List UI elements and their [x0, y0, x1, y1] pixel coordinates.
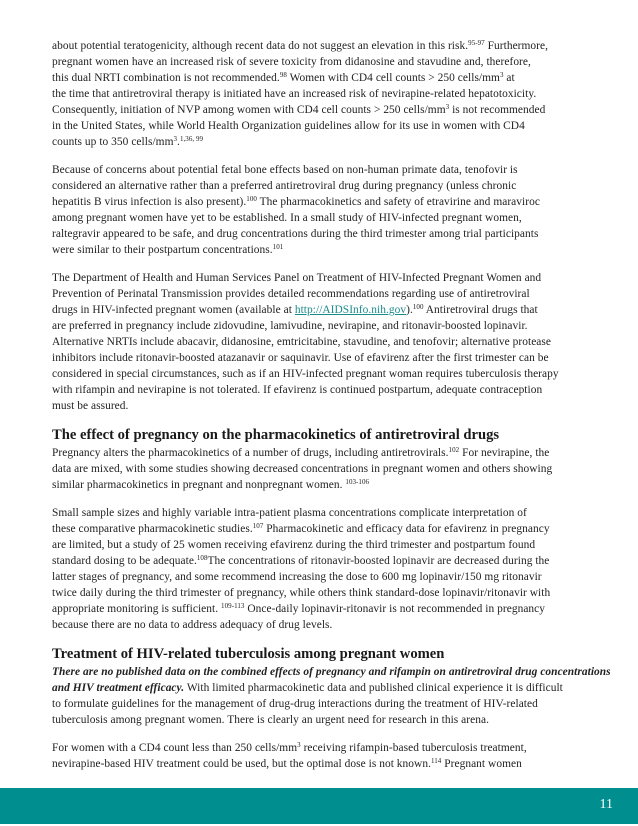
text-line [52, 664, 612, 680]
text-span: tuberculosis among pregnant women. There is clearly an urgent need for research in this arena. [52, 714, 489, 726]
text-line [52, 601, 612, 617]
text-span: were similar to their postpartum concentrations. [52, 244, 273, 256]
text-span: these comparative pharmacokinetic studies. [52, 523, 253, 535]
text-line [52, 350, 612, 366]
text-span: Alternative NRTIs include abacavir, didanosine, emtricitabine, stavudine, and tenofovir; alternative protease [52, 336, 551, 348]
text-line [52, 521, 612, 537]
text-span: Because of concerns about potential fetal bone effects based on non-human primate data, tenofovir is [52, 164, 518, 176]
text-line [52, 680, 612, 696]
section-heading: Treatment of HIV-related tuberculosis among pregnant women [52, 646, 445, 662]
text-line [52, 118, 612, 134]
text-span: appropriate monitoring is sufficient. [52, 603, 222, 615]
paragraph [52, 445, 612, 493]
text-line [52, 553, 612, 569]
text-span: considered in special circumstances, such as if an HIV-infected pregnant woman requires tuberculosis therapy [52, 368, 559, 380]
text-span: counts up to 350 cells/mm [52, 136, 174, 148]
text-line [52, 461, 612, 477]
text-line [52, 477, 612, 493]
text-line [52, 134, 612, 150]
text-line [52, 696, 612, 712]
text-line [52, 86, 612, 102]
text-line [52, 70, 612, 86]
text-span: ). [406, 304, 413, 316]
text-span: Antiretroviral drugs that [423, 304, 538, 316]
text-span: Once-daily lopinavir-ritonavir is not recommended in pregnancy [244, 603, 546, 615]
text-span: The Department of Health and Human Services Panel on Treatment of HIV-Infected Pregnant Women and [52, 272, 542, 284]
citation-superscript: 114 [430, 757, 442, 765]
citation-superscript: 95-97 [468, 39, 485, 47]
text-span: with rifampin and nevirapine is not tolerated. If efavirenz is continued postpartum, adequate contraception [52, 384, 543, 396]
text-span: considered an alternative rather than a preferred antiretroviral drug during pregnancy (unless chronic [52, 180, 517, 192]
text-span: this dual NRTI combination is not recommended. [52, 72, 280, 84]
text-span: are preferred in pregnancy include zidovudine, lamivudine, nevirapine, and ritonavir-boosted lopinavir. [52, 320, 528, 332]
citation-superscript: 1,36, 99 [179, 135, 204, 143]
text-line [52, 445, 612, 461]
text-span: is not recommended [449, 104, 546, 116]
citation-superscript: 109-113 [221, 602, 245, 610]
text-span: at [503, 72, 515, 84]
citation-superscript: 107 [252, 522, 264, 530]
text-span: Pregnant women [441, 758, 522, 770]
citation-superscript: 3 [499, 71, 504, 79]
text-span: The concentrations of ritonavir-boosted lopinavir are decreased during the [207, 555, 550, 567]
text-span: in the United States, while World Health Organization guidelines allow for its use in women with CD4 [52, 120, 525, 132]
text-span: the time that antiretroviral therapy is initiated have an increased risk of nevirapine-related hepatotoxicity. [52, 88, 537, 100]
text-span: Pharmacokinetic and efficacy data for efavirenz in pregnancy [263, 523, 550, 535]
text-line [52, 366, 612, 382]
text-span: nevirapine-based HIV treatment could be used, but the optimal dose is not known. [52, 758, 431, 770]
text-line [52, 569, 612, 585]
text-span: drugs in HIV-infected pregnant women (available at [52, 304, 295, 316]
text-span: Furthermore, [484, 40, 549, 52]
text-line [52, 302, 612, 318]
text-span: raltegravir appeared to be safe, and drug concentrations during the third trimester among trial participants [52, 228, 539, 240]
citation-superscript: 103-106 [345, 478, 370, 486]
text-line [52, 210, 612, 226]
text-span: . [177, 136, 180, 148]
text-span: For women with a CD4 count less than 250 cells/mm [52, 742, 298, 754]
text-span: similar pharmacokinetics in pregnant and nonpregnant women. [52, 479, 346, 491]
text-line [52, 286, 612, 302]
text-span: Consequently, initiation of NVP among women with CD4 cell counts > 250 cells/mm [52, 104, 446, 116]
text-line [52, 242, 612, 258]
text-span: Small sample sizes and highly variable intra-patient plasma concentrations complicate interpretation of [52, 507, 527, 519]
page-footer-band [0, 788, 638, 824]
paragraph [52, 664, 612, 728]
citation-superscript: 3 [445, 103, 450, 111]
text-span: are limited, but a study of 25 women receiving efavirenz during the third trimester and postpartum found [52, 539, 536, 551]
paragraph [52, 505, 612, 633]
page-number: 11 [599, 797, 613, 812]
paragraph [52, 38, 612, 150]
text-span: must be assured. [52, 400, 129, 412]
document-body [52, 38, 612, 784]
text-span: because there are no data to address adequacy of drug levels. [52, 619, 333, 631]
text-span: twice daily during the third trimester of pregnancy, while others think standard-dose lopinavir/ritonavir with [52, 587, 551, 599]
text-line [52, 162, 612, 178]
text-line [52, 505, 612, 521]
text-line [52, 756, 612, 772]
text-line [52, 712, 612, 728]
text-span: With limited pharmacokinetic data and published clinical experience it is difficult [184, 682, 563, 694]
text-line [52, 740, 612, 756]
citation-superscript: 100 [246, 195, 257, 203]
text-span: receiving rifampin-based tuberculosis treatment, [300, 742, 527, 754]
aidsinfo-link[interactable]: http://AIDSInfo.nih.gov [294, 304, 407, 316]
text-line [52, 585, 612, 601]
text-line [52, 38, 612, 54]
citation-superscript: 108 [196, 554, 208, 562]
citation-superscript: 101 [272, 243, 284, 251]
text-span: Women with CD4 cell counts > 250 cells/mm [286, 72, 500, 84]
section-heading: The effect of pregnancy on the pharmacokinetics of antiretroviral drugs [52, 427, 500, 443]
emphasized-text: There are no published data on the combined effects of pregnancy and rifampin on antiretroviral drug concentrations [52, 666, 611, 678]
text-line [52, 178, 612, 194]
emphasized-text: and HIV treatment efficacy. [52, 682, 185, 694]
text-line [52, 102, 612, 118]
paragraph [52, 270, 612, 414]
text-line [52, 194, 612, 210]
text-line [52, 617, 612, 633]
text-span: to formulate guidelines for the management of drug-drug interactions during the treatment of HIV-related [52, 698, 538, 710]
text-span: Pregnancy alters the pharmacokinetics of a number of drugs, including antiretrovirals. [52, 447, 449, 459]
text-span: data are mixed, with some studies showing decreased concentrations in pregnant women and others showing [52, 463, 553, 475]
citation-superscript: 100 [412, 303, 424, 311]
citation-superscript: 98 [279, 71, 287, 79]
citation-superscript: 3 [297, 741, 301, 749]
text-span: For nevirapine, the [459, 447, 550, 459]
text-line [52, 334, 612, 350]
text-span: The pharmacokinetics and safety of etravirine and maraviroc [256, 196, 540, 208]
text-span: hepatitis B virus infection is also present). [52, 196, 247, 208]
text-span: latter stages of pregnancy, and some recommend increasing the dose to 600 mg lopinavir/150 mg ritonavir [52, 571, 542, 583]
text-line [52, 398, 612, 414]
text-span: about potential teratogenicity, although recent data do not suggest an elevation in this risk. [52, 40, 469, 52]
text-span: inhibitors include ritonavir-boosted atazanavir or saquinavir. Use of efavirenz after the first trimester can be [52, 352, 549, 364]
text-line [52, 318, 612, 334]
paragraph [52, 162, 612, 258]
paragraph [52, 740, 612, 772]
text-line [52, 226, 612, 242]
text-span: among pregnant women have yet to be established. In a small study of HIV-infected pregnant women, [52, 212, 522, 224]
text-line [52, 537, 612, 553]
text-line [52, 382, 612, 398]
text-line [52, 54, 612, 70]
citation-superscript: 102 [448, 446, 460, 454]
citation-superscript: 3 [173, 135, 178, 143]
text-line [52, 270, 612, 286]
text-span: Prevention of Perinatal Transmission provides detailed recommendations regarding use of antiretroviral [52, 288, 530, 300]
text-span: standard dosing to be adequate. [52, 555, 197, 567]
text-span: pregnant women have an increased risk of severe toxicity from didanosine and stavudine and, therefore, [52, 56, 531, 68]
